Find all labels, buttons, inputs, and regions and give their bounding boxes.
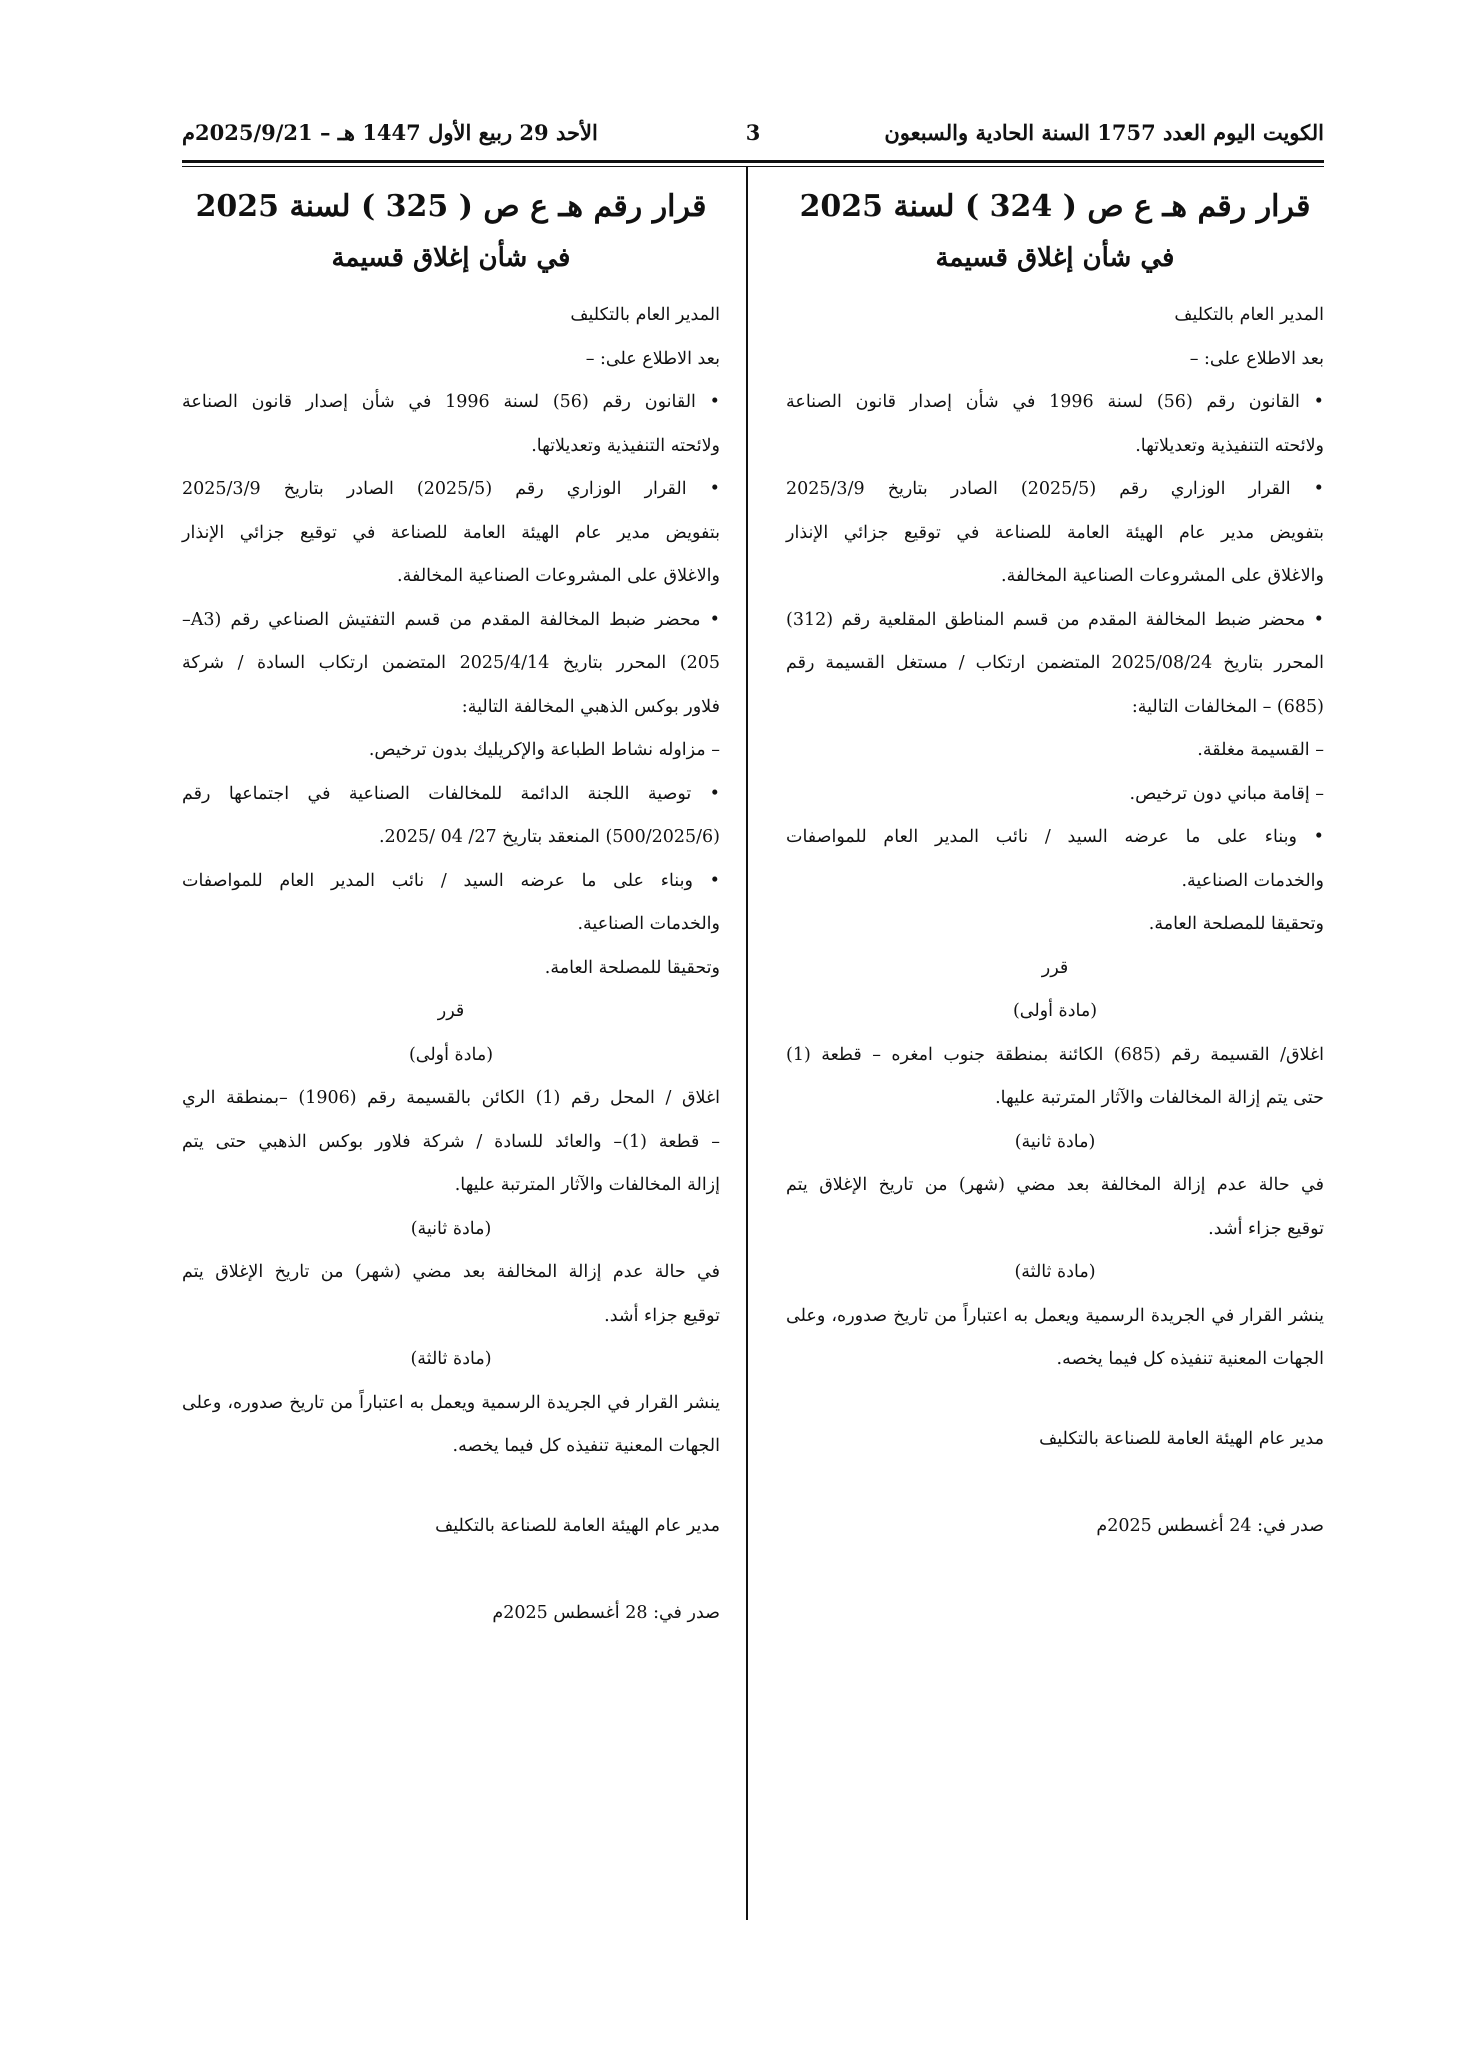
ministerial-decision-cont: بتفويض مدير عام الهيئة العامة للصناعة في توقيع جزائي الإنذار [786, 522, 1324, 543]
decision-title: قرار رقم هـ ع ص ( 324 ) لسنة 2025 [799, 189, 1311, 224]
article-1-text: اغلاق / المحل رقم (1) الكائن بالقسيمة رقم (1906) –بمنطقة الري [182, 1088, 721, 1108]
header-rule-thin [182, 166, 1324, 167]
article-2-text: توقيع جزاء أشد. [604, 1305, 720, 1326]
law-reference-cont: ولائحته التنفيذية وتعديلاتها. [1135, 435, 1324, 456]
violation-report: • محضر ضبط المخالفة المقدم من قسم التفتيش الصناعي رقم (A3– [182, 609, 720, 630]
header-date: الأحد 29 ربيع الأول 1447 هـ – 2025/9/21م [182, 120, 598, 145]
header-rule-thick [182, 160, 1324, 163]
article-1-text: اغلاق/ القسيمة رقم (685) الكائنة بمنطقة جنوب امغره – قطعة (1) [786, 1044, 1324, 1065]
article-3-text: ينشر القرار في الجريدة الرسمية ويعمل به اعتباراً من تاريخ صدوره، وعلى [786, 1305, 1324, 1326]
article-2-text: في حالة عدم إزالة المخالفة بعد مضي (شهر) من تاريخ الإغلاق يتم [182, 1262, 720, 1282]
article-2-heading: (مادة ثانية) [410, 1218, 492, 1239]
preamble-line: بعد الاطلاع على: – [1189, 348, 1324, 369]
ministerial-decision-end: والاغلاق على المشروعات الصناعية المخالفة. [397, 566, 720, 586]
article-2-text: في حالة عدم إزالة المخالفة بعد مضي (شهر) من تاريخ الإغلاق يتم [786, 1175, 1324, 1195]
ministerial-decision-cont: بتفويض مدير عام الهيئة العامة للصناعة في توقيع جزائي الإنذار [182, 522, 720, 543]
ministerial-decision: • القرار الوزاري رقم (2025/5) الصادر بتاريخ 2025/3/9 [182, 479, 720, 499]
page-number: 3 [745, 120, 761, 145]
law-reference-cont: ولائحته التنفيذية وتعديلاتها. [531, 435, 720, 456]
signature: مدير عام الهيئة العامة للصناعة بالتكليف [1039, 1428, 1324, 1449]
public-interest-line: وتحقيقا للمصلحة العامة. [544, 957, 720, 978]
violation-item: – إقامة مباني دون ترخيص. [1129, 783, 1324, 804]
article-1-heading: (مادة أولى) [1012, 1001, 1098, 1021]
committee-recommendation: • توصية اللجنة الدائمة للمخالفات الصناعية في اجتماعها رقم [182, 783, 720, 804]
article-1-heading: (مادة أولى) [408, 1044, 494, 1065]
proposal-line: • وبناء على ما عرضه السيد / نائب المدير العام للمواصفات [182, 870, 720, 891]
article-1-text: إزالة المخالفات والآثار المترتبة عليها. [454, 1175, 720, 1195]
signature: مدير عام الهيئة العامة للصناعة بالتكليف [435, 1515, 720, 1536]
proposal-line: • وبناء على ما عرضه السيد / نائب المدير العام للمواصفات [786, 827, 1324, 847]
column-divider [746, 166, 748, 1920]
law-reference: • القانون رقم (56) لسنة 1996 في شأن إصدار قانون الصناعة [182, 392, 720, 412]
article-1-text: حتى يتم إزالة المخالفات والآثار المترتبة عليها. [995, 1088, 1324, 1108]
preamble-line: بعد الاطلاع على: – [585, 348, 720, 369]
article-3-text: الجهات المعنية تنفيذه كل فيما يخصه. [1056, 1349, 1324, 1369]
public-interest-line: وتحقيقا للمصلحة العامة. [1148, 914, 1324, 934]
decision-subtitle: في شأن إغلاق قسيمة [935, 243, 1175, 273]
decision-title: قرار رقم هـ ع ص ( 325 ) لسنة 2025 [195, 189, 707, 224]
decision-324 [786, 186, 1324, 1549]
article-3-heading: (مادة ثالثة) [1014, 1262, 1096, 1282]
director-line: المدير العام بالتكليف [1174, 305, 1324, 325]
issue-date: صدر في: 24 أغسطس 2025م [1096, 1516, 1324, 1536]
violation-report: • محضر ضبط المخالفة المقدم من قسم المناطق المقلعية رقم (312) [786, 609, 1324, 630]
article-2-text: توقيع جزاء أشد. [1208, 1218, 1324, 1239]
decision-325 [182, 186, 720, 1636]
issue-date: صدر في: 28 أغسطس 2025م [492, 1603, 720, 1623]
article-3-heading: (مادة ثالثة) [410, 1349, 492, 1369]
violation-report-cont: 205) المحرر بتاريخ 2025/4/14 المتضمن ارتكاب السادة / شركة [182, 653, 720, 673]
proposal-line-cont: والخدمات الصناعية. [1181, 870, 1324, 891]
violation-item: – القسيمة مغلقة. [1197, 740, 1324, 760]
violation-item: – مزاوله نشاط الطباعة والإكريليك بدون ترخيص. [368, 740, 720, 760]
violation-report-end: (685) – المخالفات التالية: [1131, 696, 1324, 717]
director-line: المدير العام بالتكليف [570, 305, 720, 325]
ministerial-decision: • القرار الوزاري رقم (2025/5) الصادر بتاريخ 2025/3/9 [786, 479, 1324, 499]
committee-recommendation-cont: (500/2025/6) المنعقد بتاريخ 27/ 04 /2025. [378, 827, 720, 847]
law-reference: • القانون رقم (56) لسنة 1996 في شأن إصدار قانون الصناعة [786, 392, 1324, 412]
article-3-text: ينشر القرار في الجريدة الرسمية ويعمل به اعتباراً من تاريخ صدوره، وعلى [182, 1392, 720, 1413]
proposal-line-cont: والخدمات الصناعية. [577, 914, 720, 934]
page-header [182, 120, 1324, 154]
violation-report-end: فلاور بوكس الذهبي المخالفة التالية: [461, 696, 720, 717]
decree-heading: قرر [1041, 957, 1069, 978]
decree-heading: قرر [437, 1001, 465, 1021]
ministerial-decision-end: والاغلاق على المشروعات الصناعية المخالفة. [1001, 566, 1324, 586]
article-2-heading: (مادة ثانية) [1014, 1131, 1096, 1152]
article-3-text: الجهات المعنية تنفيذه كل فيما يخصه. [452, 1436, 720, 1456]
article-1-text: – قطعة (1)– والعائد للسادة / شركة فلاور بوكس الذهبي حتى يتم [182, 1131, 720, 1152]
gazette-issue: الكويت اليوم العدد 1757 السنة الحادية والسبعون [884, 120, 1324, 145]
decision-subtitle: في شأن إغلاق قسيمة [331, 243, 571, 273]
violation-report-cont: المحرر بتاريخ 2025/08/24 المتضمن ارتكاب / مستغل القسيمة رقم [786, 653, 1324, 673]
